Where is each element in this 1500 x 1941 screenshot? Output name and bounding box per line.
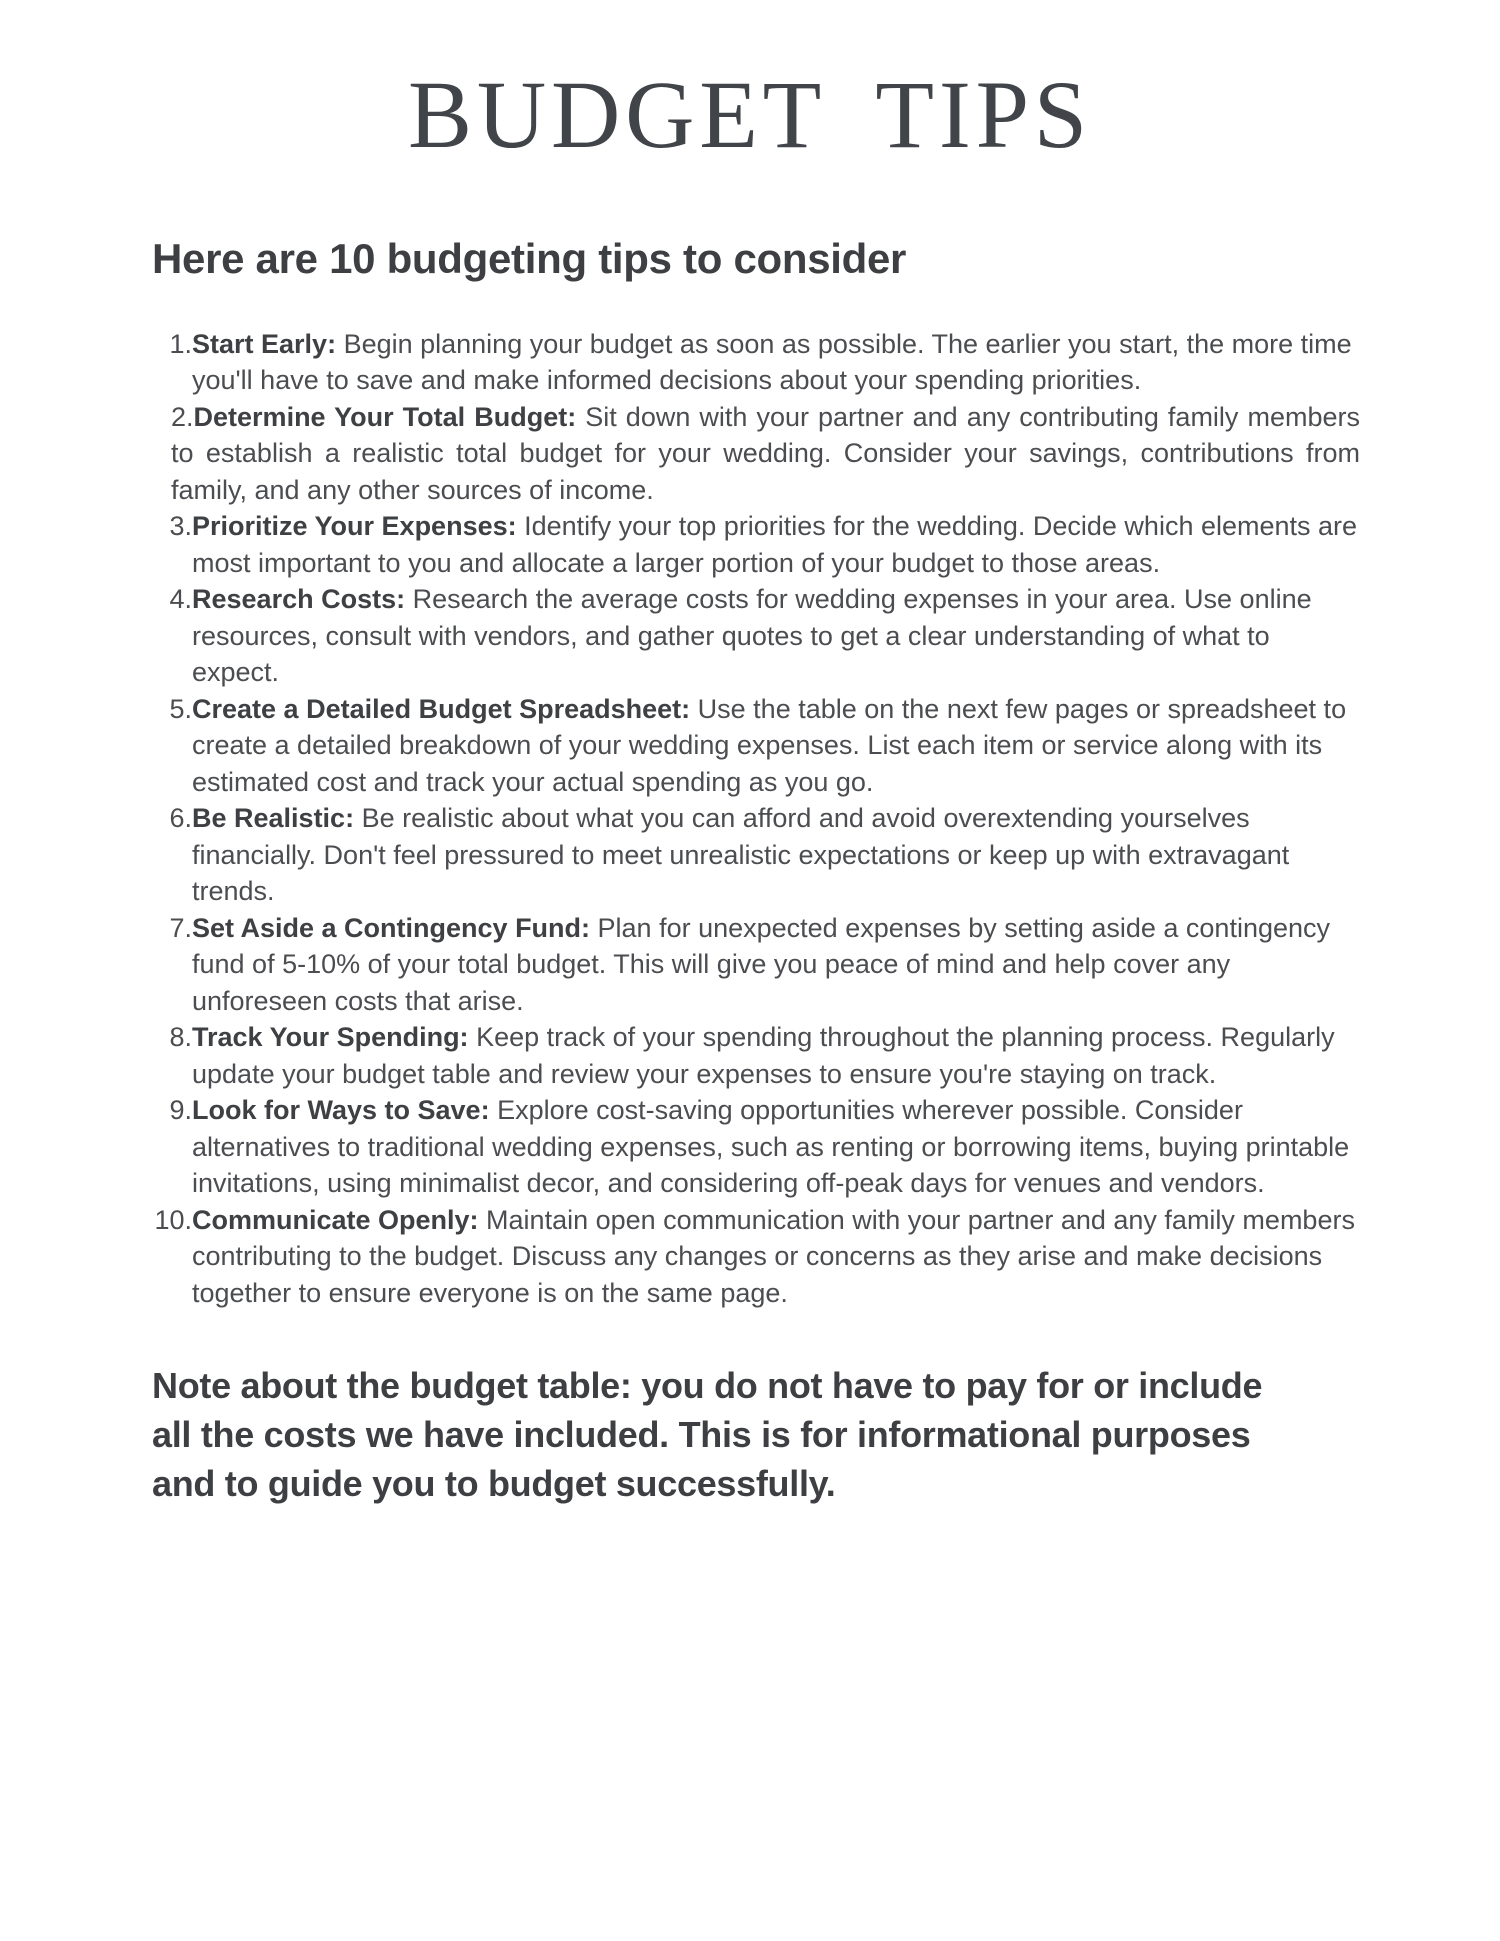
tip-number: 8. [169, 1022, 192, 1053]
tip-body [192, 800, 1360, 910]
tip-text: Research the average costs for wedding expenses in your area. Use online resources, consult with vendors, and gather quotes to get a clear understanding of what to expect. [192, 584, 1312, 688]
tip-label: Determine Your Total Budget: [193, 401, 577, 432]
tip-text: Sit down with your partner and any contributing family members to establish a realistic total budget for your wedding. Consider your savings, contributions from family, and any other sources of income. [171, 401, 1361, 505]
tip-label: Prioritize Your Expenses: [192, 511, 517, 542]
note-paragraph: Note about the budget table: you do not have to pay for or include all the costs we have included. This is for informational purposes and to guide you to budget successfully. [152, 1365, 1263, 1505]
tip-label: Look for Ways to Save: [192, 1095, 490, 1126]
tip-number: 7. [169, 912, 192, 943]
tip-item-3 [154, 508, 1360, 581]
tip-text: Maintain open communication with your partner and any family members contributing to the budget. Discuss any changes or concerns as they arise and make decisions together to ensure everyone is on the same page. [192, 1204, 1355, 1308]
tip-body [192, 1202, 1360, 1312]
tip-item-9 [154, 1092, 1360, 1202]
tip-number: 2. [171, 401, 194, 432]
tip-item-7 [154, 910, 1360, 1020]
tip-number: 1. [169, 328, 192, 359]
tip-item-1 [154, 326, 1360, 399]
tip-label: Set Aside a Contingency Fund: [192, 912, 591, 943]
tip-label: Track Your Spending: [192, 1022, 469, 1053]
tip-number: 9. [169, 1095, 192, 1126]
tip-label: Be Realistic: [192, 803, 355, 834]
tip-body [192, 691, 1360, 801]
tip-body [192, 581, 1360, 691]
page-title: BUDGET TIPS [407, 61, 1093, 168]
tips-list [154, 326, 1360, 1312]
tip-text: Identify your top priorities for the wedding. Decide which elements are most important to you and allocate a larger portion of your budget to those areas. [192, 511, 1358, 578]
tip-text: Be realistic about what you can afford and avoid overextending yourselves financially. Don't feel pressured to meet unrealistic expectations or keep up with extravagant trends. [192, 803, 1290, 907]
tip-item-10 [154, 1202, 1360, 1312]
tip-text: Explore cost-saving opportunities wherever possible. Consider alternatives to traditional wedding expenses, such as renting or borrowing items, buying printable invitations, using minimalist decor, and considering off-peak days for venues and vendors. [192, 1095, 1350, 1199]
tip-text: Begin planning your budget as soon as possible. The earlier you start, the more time you'll have to save and make informed decisions about your spending priorities. [192, 328, 1352, 396]
tip-item-8 [154, 1019, 1360, 1092]
section-heading: Here are 10 budgeting tips to consider [152, 234, 907, 282]
tip-body [192, 508, 1360, 581]
tip-item-2 [154, 399, 1360, 509]
tip-label: Create a Detailed Budget Spreadsheet: [192, 693, 691, 724]
tip-label: Communicate Openly: [192, 1204, 479, 1235]
tip-body [192, 1092, 1360, 1202]
tip-item-5 [154, 691, 1360, 801]
tip-body [192, 326, 1360, 399]
tip-text: Keep track of your spending throughout the planning process. Regularly update your budget table and review your expenses to ensure you're staying on track. [192, 1022, 1335, 1089]
tip-text: Use the table on the next few pages or spreadsheet to create a detailed breakdown of your wedding expenses. List each item or service along with its estimated cost and track your actual spending as you go. [192, 693, 1347, 797]
tip-label: Research Costs: [192, 584, 406, 615]
tip-number: 4. [169, 584, 192, 615]
tip-body [192, 910, 1360, 1020]
tip-label: Start Early: [192, 328, 337, 359]
tip-number: 3. [169, 511, 192, 542]
tip-item-6 [154, 800, 1360, 910]
tip-number: 6. [169, 803, 192, 834]
tip-number: 5. [169, 693, 192, 724]
tip-text: Plan for unexpected expenses by setting aside a contingency fund of 5-10% of your total budget. This will give you peace of mind and help cover any unforeseen costs that arise. [192, 912, 1331, 1016]
tip-item-4 [154, 581, 1360, 691]
tip-number: 10. [154, 1204, 192, 1235]
tip-body [192, 1019, 1360, 1092]
